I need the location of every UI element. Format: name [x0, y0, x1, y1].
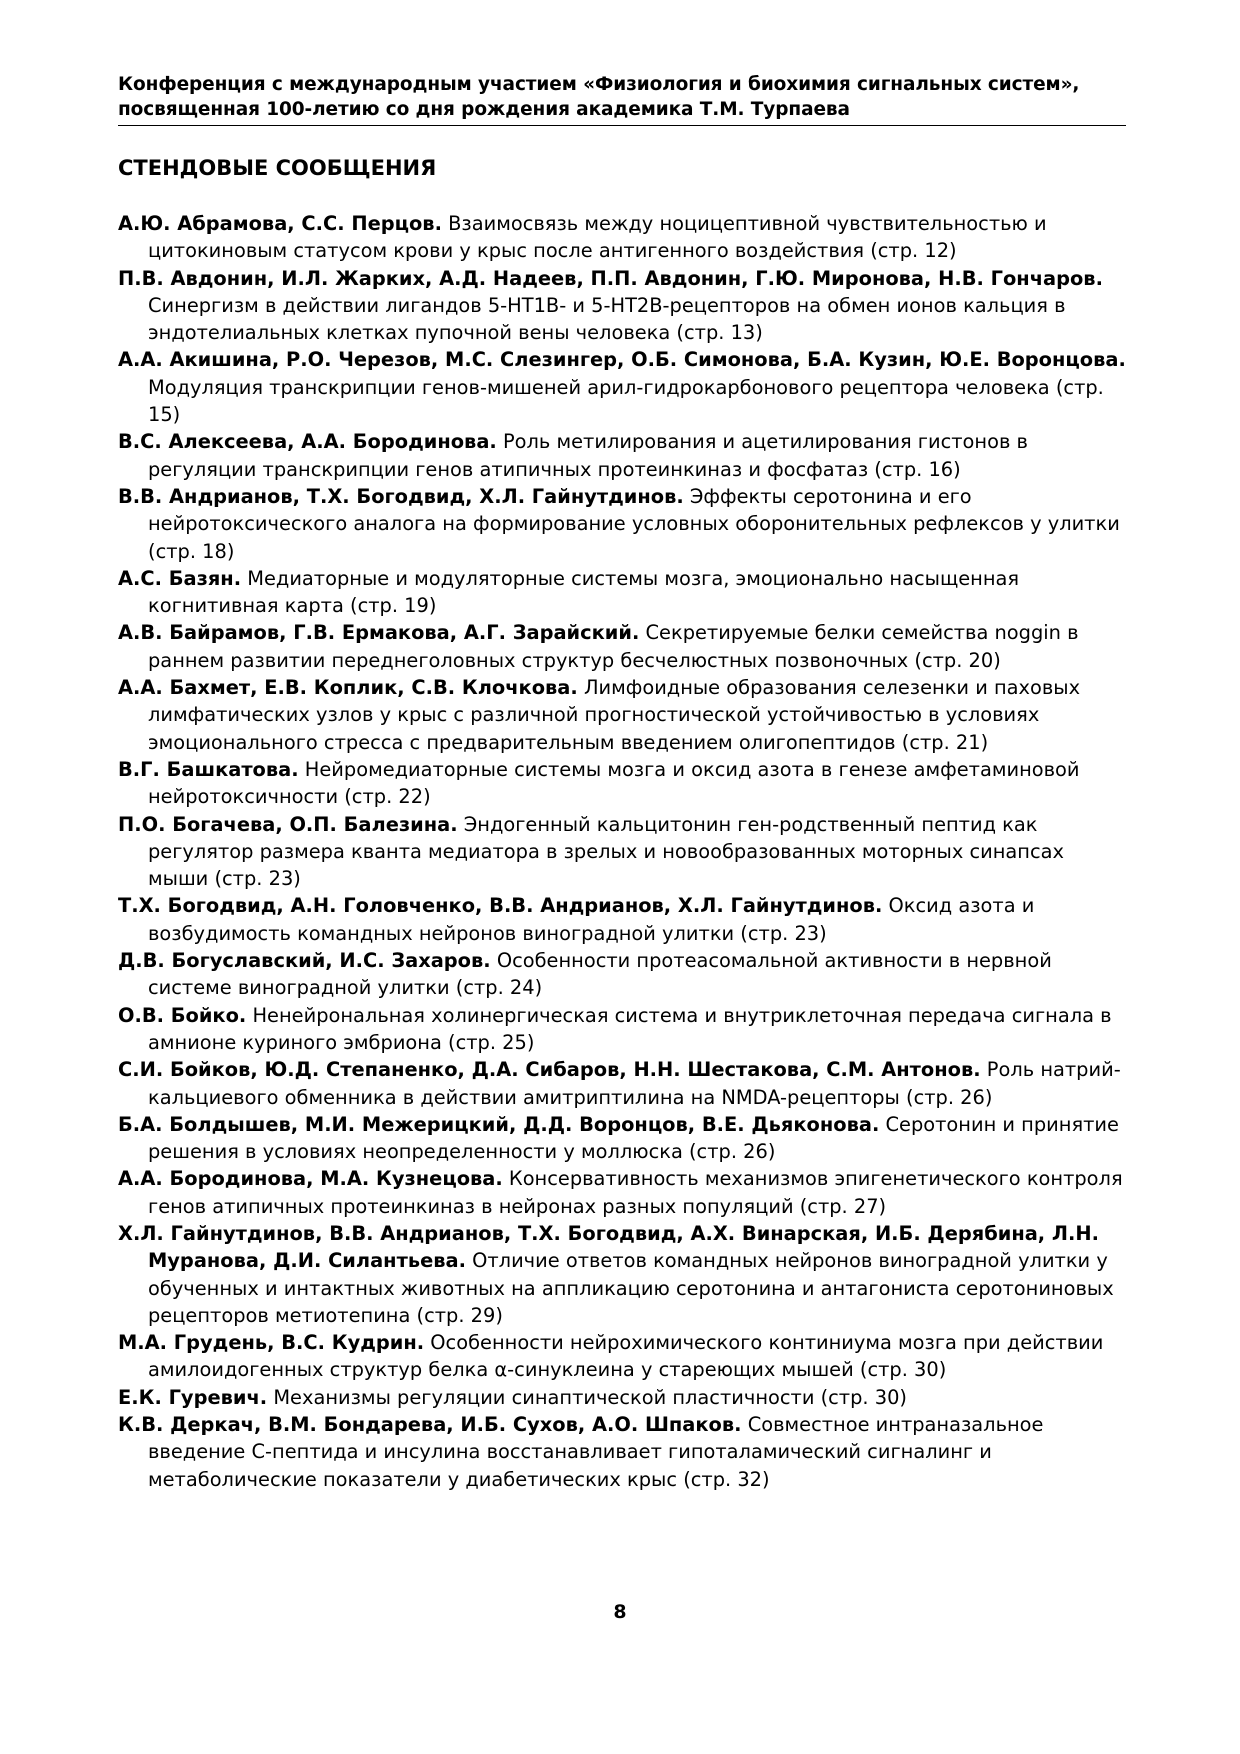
entry-authors: А.А. Бородинова, М.А. Кузнецова.: [118, 1167, 503, 1191]
entry-authors: К.В. Деркач, В.М. Бондарева, И.Б. Сухов, А.О. Шпаков.: [118, 1413, 742, 1437]
entry-title: Ненейрональная холинергическая система и внутриклеточная передача сигнала в амнионе куриного эмбриона (стр. 25): [148, 1003, 1112, 1054]
list-item: [118, 210, 1126, 265]
entry-title: Лимфоидные образования селезенки и паховых лимфатических узлов у крыс с различной прогностической устойчивостью в условиях эмоционального стресса с предварительным введением олигопептидов (стр. 21): [148, 676, 1081, 754]
list-item: [118, 565, 1126, 620]
header-line-2: посвященная 100-летию со дня рождения академика Т.М. Турпаева: [118, 99, 850, 120]
list-item: [118, 811, 1126, 893]
entry-authors: В.С. Алексеева, А.А. Бородинова.: [118, 430, 497, 454]
list-item: [118, 483, 1126, 565]
list-item: [118, 674, 1126, 756]
list-item: [118, 1411, 1126, 1493]
entry-authors: П.В. Авдонин, И.Л. Жарких, А.Д. Надеев, П.П. Авдонин, Г.Ю. Миронова, Н.В. Гончаров.: [118, 266, 1103, 290]
entry-title: Нейромедиаторные системы мозга и оксид азота в генезе амфетаминовой нейротоксичности (стр. 22): [148, 757, 1080, 809]
list-item: [118, 756, 1126, 811]
entry-title: Механизмы регуляции синаптической пластичности (стр. 30): [273, 1385, 907, 1409]
list-item: [118, 1220, 1126, 1329]
entry-authors: С.И. Бойков, Ю.Д. Степаненко, Д.А. Сибаров, Н.Н. Шестакова, С.М. Антонов.: [118, 1058, 981, 1082]
entry-authors: Б.А. Болдышев, М.И. Межерицкий, Д.Д. Воронцов, В.Е. Дьяконова.: [118, 1112, 880, 1136]
poster-list: [118, 210, 1126, 1493]
entry-authors: Е.К. Гуревич.: [118, 1385, 268, 1409]
list-item: [118, 346, 1126, 428]
entry-authors: Т.Х. Богодвид, А.Н. Головченко, В.В. Андрианов, Х.Л. Гайнутдинов.: [118, 894, 883, 918]
list-item: [118, 265, 1126, 347]
list-item: [118, 1002, 1126, 1057]
entry-authors: А.В. Байрамов, Г.В. Ермакова, А.Г. Зарайский.: [118, 621, 640, 645]
list-item: [118, 1111, 1126, 1166]
list-item: [118, 619, 1126, 674]
entry-title: Особенности протеасомальной активности в нервной системе виноградной улитки (стр. 24): [148, 949, 1052, 1000]
entry-title: Отличие ответов командных нейронов виноградной улитки у обученных и интактных животных на аппликацию серотонина и антагониста серотониновых рецепторов метиотепина (стр. 29): [148, 1249, 1114, 1327]
entry-title: Секретируемые белки семейства noggin в раннем развитии переднеголовных структур бесчелюстных позвоночных (стр. 20): [148, 621, 1079, 672]
entry-title: Консервативность механизмов эпигенетического контроля генов атипичных протеинкиназ в нейронах разных популяций (стр. 27): [148, 1167, 1123, 1218]
entry-authors: О.В. Бойко.: [118, 1003, 247, 1027]
entry-authors: А.А. Бахмет, Е.В. Коплик, С.В. Клочкова.: [118, 676, 578, 700]
list-item: [118, 1165, 1126, 1220]
list-item: [118, 428, 1126, 483]
entry-title: Роль метилирования и ацетилирования гистонов в регуляции транскрипции генов атипичных протеинкиназ и фосфатаз (стр. 16): [148, 430, 1028, 481]
header-line-1: Конференция с международным участием «Физиология и биохимия сигнальных систем»,: [118, 74, 1080, 95]
entry-authors: М.А. Грудень, В.С. Кудрин.: [118, 1331, 425, 1355]
list-item: [118, 1056, 1126, 1111]
entry-authors: А.Ю. Абрамова, С.С. Перцов.: [118, 212, 442, 235]
running-header: [118, 72, 1126, 126]
section-title: СТЕНДОВЫЕ СООБЩЕНИЯ: [118, 156, 437, 180]
entry-title: Медиаторные и модуляторные системы мозга, эмоционально насыщенная когнитивная карта (стр. 19): [148, 566, 1020, 618]
entry-authors: П.О. Богачева, О.П. Балезина.: [118, 812, 458, 836]
entry-authors: В.В. Андрианов, Т.Х. Богодвид, Х.Л. Гайнутдинов.: [118, 484, 684, 508]
entry-title: Серотонин и принятие решения в условиях неопределенности у моллюска (стр. 26): [148, 1112, 1119, 1164]
entry-title: Особенности нейрохимического континиума мозга при действии амилоидогенных структур белка α-синуклеина у стареющих мышей (стр. 30): [148, 1331, 1104, 1382]
list-item: [118, 1384, 1126, 1411]
entry-title: Модуляция транскрипции генов-мишеней арил-гидрокарбонового рецептора человека (стр. 15): [148, 375, 1104, 427]
list-item: [118, 1329, 1126, 1384]
entry-title: Оксид азота и возбудимость командных нейронов виноградной улитки (стр. 23): [148, 894, 1035, 945]
entry-title: Эндогенный кальцитонин ген-родственный пептид как регулятор размера кванта медиатора в зрелых и новообразованных моторных синапсах мыши (стр. 23): [148, 812, 1064, 891]
entry-title: Взаимосвязь между ноцицептивной чувствительностью и цитокиновым статусом крови у крыс после антигенного воздействия (стр. 12): [148, 212, 1047, 263]
page-number: 8: [613, 1601, 627, 1623]
entry-authors: А.А. Акишина, Р.О. Черезов, М.С. Слезингер, О.Б. Симонова, Б.А. Кузин, Ю.Е. Воронцова.: [118, 348, 1126, 372]
entry-authors: Х.Л. Гайнутдинов, В.В. Андрианов, Т.Х. Богодвид, А.Х. Винарская, И.Б. Дерябина, Л.Н. Муранова, Д.И. Силантьева.: [118, 1221, 1099, 1273]
entry-authors: А.С. Базян.: [118, 566, 242, 590]
list-item: [118, 947, 1126, 1002]
entry-title: Роль натрий-кальциевого обменника в действии амитриптилина на NMDA-рецепторы (стр. 26): [148, 1058, 1121, 1109]
entry-authors: В.Г. Башкатова.: [118, 757, 299, 781]
entry-title: Совместное интраназальное введение С-пептида и инсулина восстанавливает гипоталамический сигналинг и метаболические показатели у диабетических крыс (стр. 32): [148, 1413, 1044, 1491]
entry-title: Синергизм в действии лигандов 5-HT1B- и 5-HT2B-рецепторов на обмен ионов кальция в эндотелиальных клетках пупочной вены человека (стр. 13): [148, 293, 1066, 345]
list-item: [118, 892, 1126, 947]
entry-authors: Д.В. Богуславский, И.С. Захаров.: [118, 949, 491, 973]
entry-title: Эффекты серотонина и его нейротоксического аналога на формирование условных оборонительных рефлексов у улитки (стр. 18): [148, 484, 1120, 563]
